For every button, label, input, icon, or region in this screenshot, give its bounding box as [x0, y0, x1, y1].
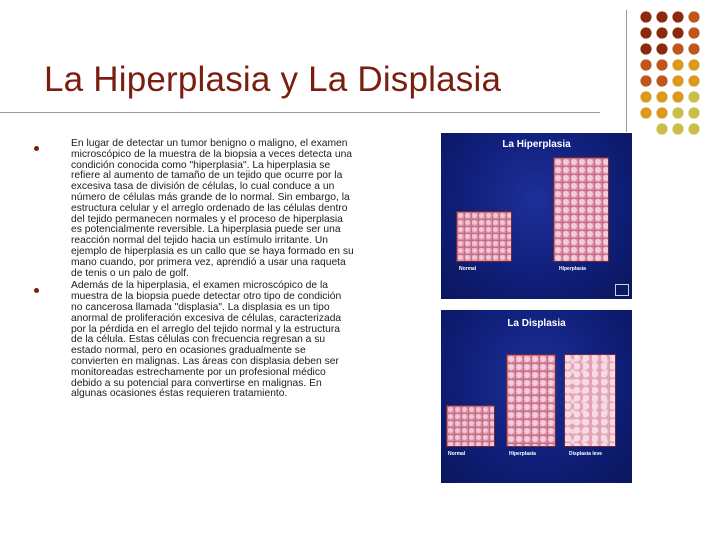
decor-dot [688, 107, 699, 118]
decor-dot [672, 123, 683, 134]
bullet-item [34, 139, 354, 279]
bullet-text-hiperplasia: En lugar de detectar un tumor benigno o maligno, el examen microscópico de la muestra de la biopsia a veces detecta una condición conocida como "hiperplasia". La hiperplasia se refiere al aumento de tamaño de un tejido que ocurre por la excesiva tasa de división de células, lo cual conduce a un número de células más grande de lo normal. Sin embargo, la estructura celular y el arreglo ordenado de las células dentro del tejido permanecen normales y el proceso de hiperplasia es potencialmente reversible. La hiperplasia puede ser una reacción normal del tejido hacia un estímulo irritante. Un ejemplo de hiperplasia es un callo que se haya formado en su mano cuando, por primera vez, aprendió a usar una raqueta de tenis o un palo de golf. [71, 138, 354, 279]
title-divider [0, 112, 600, 113]
vertical-divider [626, 10, 627, 132]
decor-dot [640, 11, 651, 22]
bullet-item [34, 281, 354, 400]
bullet-text-displasia: Además de la hiperplasia, el examen microscópico de la muestra de la biopsia puede detectar otro tipo de condición no cancerosa llamada "displasia". La displasia es un tipo anormal de proliferación excesiva de células, caracterizada por la pérdida en el arreglo del tejido normal y la estructura de la célula. Estas células con frecuencia regresan a su estado normal, pero en ocasiones gradualmente se convierten en malignas. Las áreas con displasia deben ser monitoreadas estrechamente por un profesional médico debido a su potencial para convertirse en malignas. En algunas ocasiones éstas requieren tratamiento. [71, 280, 342, 400]
hiperplasia-label: Hiperplasia [559, 266, 586, 272]
decor-dot [656, 11, 667, 22]
displasia-figure-title: La Displasia [507, 318, 566, 329]
decor-dot [656, 75, 667, 86]
decor-dot [688, 91, 699, 102]
decor-dot [640, 91, 651, 102]
hiperplasia-label: Hiperplasia [509, 451, 536, 457]
bullet-icon [34, 146, 39, 151]
decor-dot [688, 59, 699, 70]
decor-dot [672, 27, 683, 38]
hiperplasia-figure-title: La Hiperplasia [502, 139, 571, 150]
normal-label: Normal [459, 266, 477, 272]
decor-dot [640, 59, 651, 70]
decor-dot [688, 11, 699, 22]
decor-dot [640, 43, 651, 54]
displasia-tissue-block [564, 354, 616, 447]
decor-dot [656, 107, 667, 118]
normal-tissue-block [446, 405, 495, 447]
decor-dot [672, 11, 683, 22]
normal-tissue-block [456, 211, 512, 262]
decor-dot [688, 27, 699, 38]
decor-dot [656, 27, 667, 38]
decor-dot [656, 91, 667, 102]
publisher-logo [615, 284, 629, 296]
hiperplasia-tissue-block [553, 157, 609, 262]
decor-dot [656, 59, 667, 70]
decor-dot [672, 75, 683, 86]
decor-dot [688, 123, 699, 134]
decor-dot [688, 43, 699, 54]
bullet-icon [34, 288, 39, 293]
normal-label: Normal [448, 451, 466, 457]
decor-dot [672, 91, 683, 102]
decor-dot [640, 27, 651, 38]
bullet-list [34, 139, 354, 402]
decor-dot [688, 75, 699, 86]
decor-dot [672, 43, 683, 54]
decor-dot [672, 59, 683, 70]
decor-dot [672, 107, 683, 118]
decor-dot [640, 107, 651, 118]
displasia-leve-label: Displasia leve [569, 451, 603, 457]
decor-dot [656, 43, 667, 54]
decor-dot [640, 75, 651, 86]
hiperplasia-illustration [441, 133, 632, 299]
hiperplasia-tissue-block [506, 354, 556, 447]
displasia-illustration [441, 310, 632, 483]
decor-dot [656, 123, 667, 134]
slide-title: La Hiperplasia y La Displasia [44, 60, 502, 99]
